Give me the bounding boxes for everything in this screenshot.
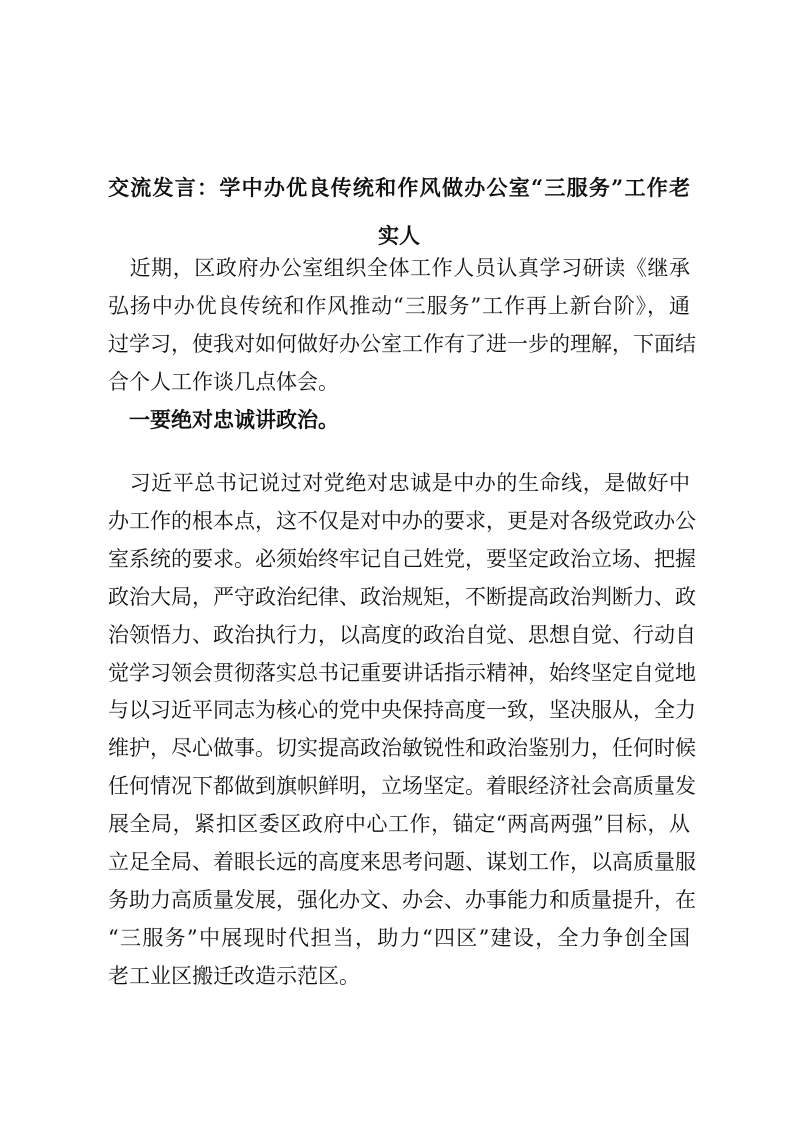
section-heading: 一要绝对忠诚讲政治。 — [108, 407, 339, 432]
paragraph-line: 与以习近平同志为核心的党中央保持高度一致，坚决服从，全力 — [108, 698, 696, 723]
paragraph-line: 维护，尽心做事。切实提高政治敏锐性和政治鉴别力，任何时候 — [108, 736, 696, 761]
document-title-line: 实人 — [378, 223, 420, 248]
paragraph-line: 任何情况下都做到旗帜鲜明，立场坚定。着眼经济社会高质量发 — [108, 774, 696, 799]
paragraph-line: 室系统的要求。必须始终牢记自己姓党，要坚定政治立场、把握 — [108, 546, 696, 571]
paragraph-line: 近期，区政府办公室组织全体工作人员认真学习研读《继承 — [108, 256, 690, 280]
paragraph-line: 治领悟力、政治执行力，以高度的政治自觉、思想自觉、行动自 — [108, 622, 696, 647]
paragraph-line: 展全局，紧扣区委区政府中心工作，锚定“两高两强”目标，从 — [108, 812, 690, 837]
paragraph-line: 合个人工作谈几点体会。 — [108, 370, 339, 394]
paragraph-line: 立足全局、着眼长远的高度来思考问题、谋划工作，以高质量服 — [108, 850, 696, 874]
paragraph-line: 政治大局，严守政治纪律、政治规矩，不断提高政治判断力、政 — [108, 584, 696, 609]
paragraph-line: 弘扬中办优良传统和作风推动“三服务”工作再上新台阶》，通 — [108, 294, 690, 318]
paragraph-line: 办工作的根本点，这不仅是对中办的要求，更是对各级党政办公 — [108, 508, 696, 533]
paragraph-line: 过学习，使我对如何做好办公室工作有了进一步的理解，下面结 — [108, 332, 696, 356]
document-title-line: 交流发言：学中办优良传统和作风做办公室“三服务”工作老 — [108, 175, 690, 200]
paragraph-line: 觉学习领会贯彻落实总书记重要讲话指示精神，始终坚定自觉地 — [108, 660, 696, 685]
paragraph-line: 老工业区搬迁改造示范区。 — [108, 963, 360, 988]
paragraph-line: 务助力高质量发展，强化办文、办会、办事能力和质量提升，在 — [108, 887, 696, 912]
paragraph-line: 习近平总书记说过对党绝对忠诚是中办的生命线，是做好中 — [108, 471, 690, 495]
paragraph-line: “三服务”中展现时代担当，助力“四区”建设，全力争创全国 — [108, 925, 690, 950]
